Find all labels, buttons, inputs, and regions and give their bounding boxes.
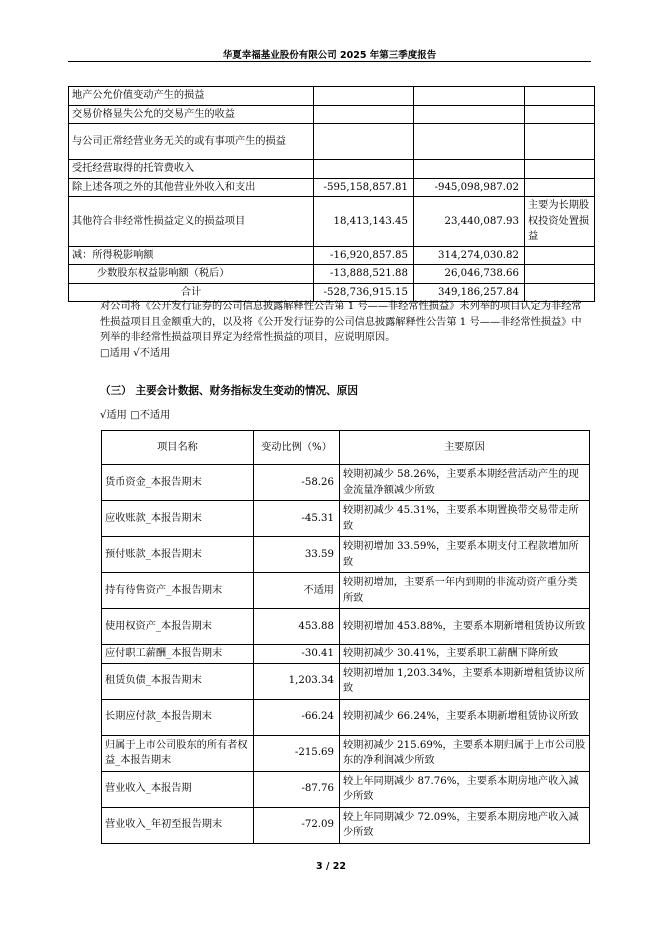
row-reason: 较期初增加，主要系一年内到期的非流动资产重分类所致 [340,573,590,609]
table-row [102,573,590,609]
row-item: 合计 [69,283,314,302]
table-row [69,265,595,284]
row-ratio: -87.76 [254,771,340,807]
row-item: 与公司正常经营业务无关的或有事项产生的损益 [69,124,314,160]
table-row [102,735,590,771]
row-note [525,160,595,179]
row-current: -16,920,857.85 [314,246,414,265]
table-row [69,105,595,124]
row-ytd: 23,440,087.93 [414,197,525,247]
row-ratio: 不适用 [254,573,340,609]
non-recurring-table [68,86,595,302]
row-item: 货币资金_本报告期末 [102,465,254,501]
row-item: 其他符合非经常性损益定义的损益项目 [69,197,314,247]
row-note [525,105,595,124]
table-header-row [102,431,590,465]
table-row [102,465,590,501]
row-note [525,178,595,197]
row-ratio: -66.24 [254,699,340,735]
row-ratio: 33.59 [254,537,340,573]
report-header: 华夏幸福基业股份有限公司 2025 年第三季度报告 [222,50,437,61]
note-applicability: □适用 √不适用 [100,347,171,359]
row-item: 交易价格显失公允的交易产生的收益 [69,105,314,124]
row-reason: 较上年同期减少 87.76%，主要系本期房地产收入减少所致 [340,771,590,807]
row-ytd [414,160,525,179]
row-reason: 较期初增加 33.59%，主要系本期支付工程款增加所致 [340,537,590,573]
row-item: 营业收入_本报告期 [102,771,254,807]
row-item: 营业收入_年初至报告期末 [102,807,254,843]
row-reason: 较期初减少 215.69%，主要系本期归属于上市公司股东的净利润减少所致 [340,735,590,771]
row-ytd: 314,274,030.82 [414,246,525,265]
page-number: 3 / 22 [316,861,346,872]
row-item: 长期应付款_本报告期末 [102,699,254,735]
table-row [102,537,590,573]
row-note [525,265,595,284]
table-row [69,246,595,265]
changes-table [101,430,590,844]
header-divider [68,61,591,62]
table-row [102,807,590,843]
row-current: 18,413,143.45 [314,197,414,247]
section-applicability: √适用 □不适用 [100,410,171,421]
row-item: 租赁负债_本报告期末 [102,663,254,699]
table-row [69,124,595,160]
row-note: 主要为长期股权投资处置损益 [525,197,595,247]
table-row [102,645,590,664]
row-ratio: 453.88 [254,609,340,645]
row-current [314,87,414,106]
table-row [69,197,595,247]
row-ratio: -72.09 [254,807,340,843]
row-note [525,87,595,106]
row-item: 使用权资产_本报告期末 [102,609,254,645]
row-item: 少数股东权益影响额（税后） [69,265,314,284]
header-reason: 主要原因 [340,431,590,465]
table-row [102,699,590,735]
row-reason: 较上年同期减少 72.09%，主要系本期房地产收入减少所致 [340,807,590,843]
row-ytd [414,87,525,106]
row-ratio: 1,203.34 [254,663,340,699]
row-item: 应付职工薪酬_本报告期末 [102,645,254,664]
row-item: 减：所得税影响额 [69,246,314,265]
note-text: 对公司将《公开发行证券的公司信息披露解释性公告第 1 号——非经常性损益》未列举的项目认定为非经常性损益项目且金额重大的，以及将《公开发行证券的公司信息披露解释性公告第 1 号——非经常性损益》中列举的非经常性损益项目界定为经常性损益的项目，应说明原因。 [100,301,582,343]
row-ratio: -30.41 [254,645,340,664]
row-item: 地产公允价值变动产生的损益 [69,87,314,106]
row-ytd [414,105,525,124]
row-current [314,160,414,179]
row-ytd: 349,186,257.84 [414,283,525,302]
table-row [102,609,590,645]
row-current: -528,736,915.15 [314,283,414,302]
row-current: -13,888,521.88 [314,265,414,284]
row-reason: 较期初减少 58.26%，主要系本期经营活动产生的现金流量净额减少所致 [340,465,590,501]
row-item: 除上述各项之外的其他营业外收入和支出 [69,178,314,197]
row-reason: 较期初增加 453.88%，主要系本期新增租赁协议所致 [340,609,590,645]
row-current [314,105,414,124]
table-row [69,178,595,197]
row-ytd: 26,046,738.66 [414,265,525,284]
section-title: （三） 主要会计数据、财务指标发生变动的情况、原因 [100,385,358,397]
table-row [69,160,595,179]
table-row [102,771,590,807]
table-row [69,87,595,106]
row-ratio: -58.26 [254,465,340,501]
row-reason: 较期初减少 30.41%，主要系职工薪酬下降所致 [340,645,590,664]
row-ratio: -45.31 [254,501,340,537]
row-reason: 较期初减少 45.31%，主要系本期置换带交易带走所致 [340,501,590,537]
row-item: 应收账款_本报告期末 [102,501,254,537]
table-row [102,501,590,537]
row-item: 预付账款_本报告期末 [102,537,254,573]
header-ratio: 变动比例（%） [254,431,340,465]
table-row [102,663,590,699]
row-item: 持有待售资产_本报告期末 [102,573,254,609]
row-current [314,124,414,160]
row-ratio: -215.69 [254,735,340,771]
row-reason: 较期初增加 1,203.34%，主要系本期新增租赁协议所致 [340,663,590,699]
row-note [525,124,595,160]
row-current: -595,158,857.81 [314,178,414,197]
explanation-note [100,299,590,361]
row-item: 归属于上市公司股东的所有者权益_本报告期末 [102,735,254,771]
row-item: 受托经营取得的托管费收入 [69,160,314,179]
row-ytd: -945,098,987.02 [414,178,525,197]
row-ytd [414,124,525,160]
header-item: 项目名称 [102,431,254,465]
row-note [525,246,595,265]
row-reason: 较期初减少 66.24%，主要系本期新增租赁协议所致 [340,699,590,735]
